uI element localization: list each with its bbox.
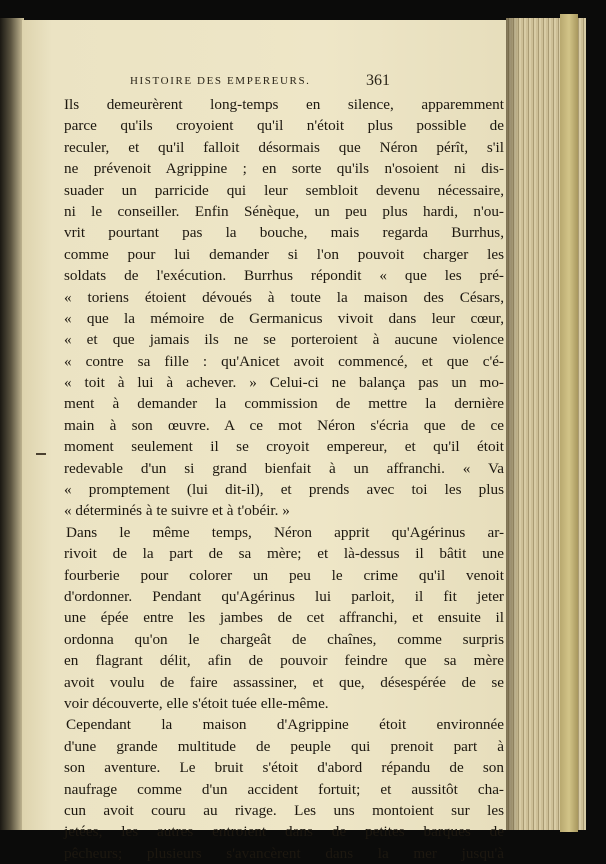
text-line: « que la mémoire de Germanicus vivoit dans leur cœur, bbox=[64, 309, 504, 327]
text-line: suader un parricide qui leur sembloit devenu nécessaire, bbox=[64, 181, 504, 199]
text-line: « toriens étoient dévoués à toute la maison des Césars, bbox=[64, 288, 504, 306]
gutter-shadow bbox=[506, 18, 520, 830]
text-line: avoit voulu de faire assassiner, et que, désespérée de se bbox=[64, 673, 504, 691]
text-line: Cependant la maison d'Agrippine étoit environnée bbox=[66, 716, 504, 734]
book-cover-board bbox=[560, 14, 578, 832]
text-line: fourberie pour colorer un peu le crime qu'il venoit bbox=[64, 566, 504, 584]
text-line: ment à demander la commission de mettre la dernière bbox=[64, 395, 504, 413]
text-line: redevable d'un si grand bienfait à un affranchi. « Va bbox=[64, 459, 504, 477]
margin-mark bbox=[36, 453, 46, 455]
text-line: « et que jamais ils ne se porteroient à aucune violence bbox=[64, 331, 504, 349]
text-line: pêcheurs; plusieurs s'avancèrent dans la mer jusqu'à bbox=[64, 844, 504, 862]
text-line: moment seulement il se croyoit empereur, et qu'il étoit bbox=[64, 438, 504, 456]
text-line: comme pour lui demander si l'on pouvoit charger les bbox=[64, 245, 504, 263]
text-line: Ils demeurèrent long-temps en silence, apparemment bbox=[64, 96, 504, 113]
text-line: d'une grande multitude de peuple qui prenoit part à bbox=[64, 737, 504, 755]
text-line: ordonna qu'on le chargeât de chaînes, comme surpris bbox=[64, 630, 504, 648]
text-line: « déterminés à te suivre et à t'obéir. » bbox=[64, 502, 290, 520]
text-line: son aventure. Le bruit s'étoit d'abord répandu de son bbox=[64, 759, 504, 777]
text-line: « promptement (lui dit-il), et prends avec toi les plus bbox=[64, 481, 504, 499]
running-head bbox=[130, 72, 510, 92]
text-line: en flagrant délit, afin de pouvoir feindre que sa mère bbox=[64, 652, 504, 670]
running-head-title: HISTOIRE DES EMPEREURS. bbox=[130, 75, 311, 87]
text-line: jetées, les autres entroient dans de petites barques de bbox=[64, 823, 504, 841]
text-line: rivoit de la part de sa mère; et là-dessus il bâtit une bbox=[64, 545, 504, 563]
body-text bbox=[64, 94, 504, 864]
text-line: ne prévenoit Agrippine ; en sorte qu'ils n'osoient ni dis- bbox=[64, 160, 504, 178]
text-line: cun avoit couru au rivage. Les uns montoient sur les bbox=[64, 801, 504, 819]
text-line: reculer, et qu'il falloit désormais que Néron pérît, s'il bbox=[64, 138, 504, 156]
text-line: voir découverte, elle s'étoit tuée elle-même. bbox=[64, 694, 329, 712]
page-number: 361 bbox=[366, 72, 390, 89]
text-line: « toit à lui à achever. » Celui-ci ne balança pas un mo- bbox=[64, 374, 504, 392]
text-line: Dans le même temps, Néron apprit qu'Agérinus ar- bbox=[66, 523, 504, 541]
text-line: soldats de l'exécution. Burrhus répondit « que les pré- bbox=[64, 267, 504, 285]
text-line: parce qu'ils croyoient qu'il n'étoit plus possible de bbox=[64, 117, 504, 135]
text-line: ni le conseiller. Enfin Sénèque, un peu plus hardi, n'ou- bbox=[64, 202, 504, 220]
text-line: naufrage comme d'un accident fortuit; et aussitôt cha- bbox=[64, 780, 504, 798]
text-line: d'ordonner. Pendant qu'Agérinus lui parloit, il fit jeter bbox=[64, 587, 504, 605]
text-line: main à son œuvre. A ce mot Néron s'écria que de ce bbox=[64, 416, 504, 434]
text-line: une épée entre les jambes de cet affranchi, et ensuite il bbox=[64, 609, 504, 627]
text-line: « contre sa fille : qu'Anicet avoit commencé, et que c'é- bbox=[64, 352, 504, 370]
text-line: vrit pourtant pas la bouche, mais regarda Burrhus, bbox=[64, 224, 504, 242]
facing-page-edge bbox=[0, 18, 24, 830]
